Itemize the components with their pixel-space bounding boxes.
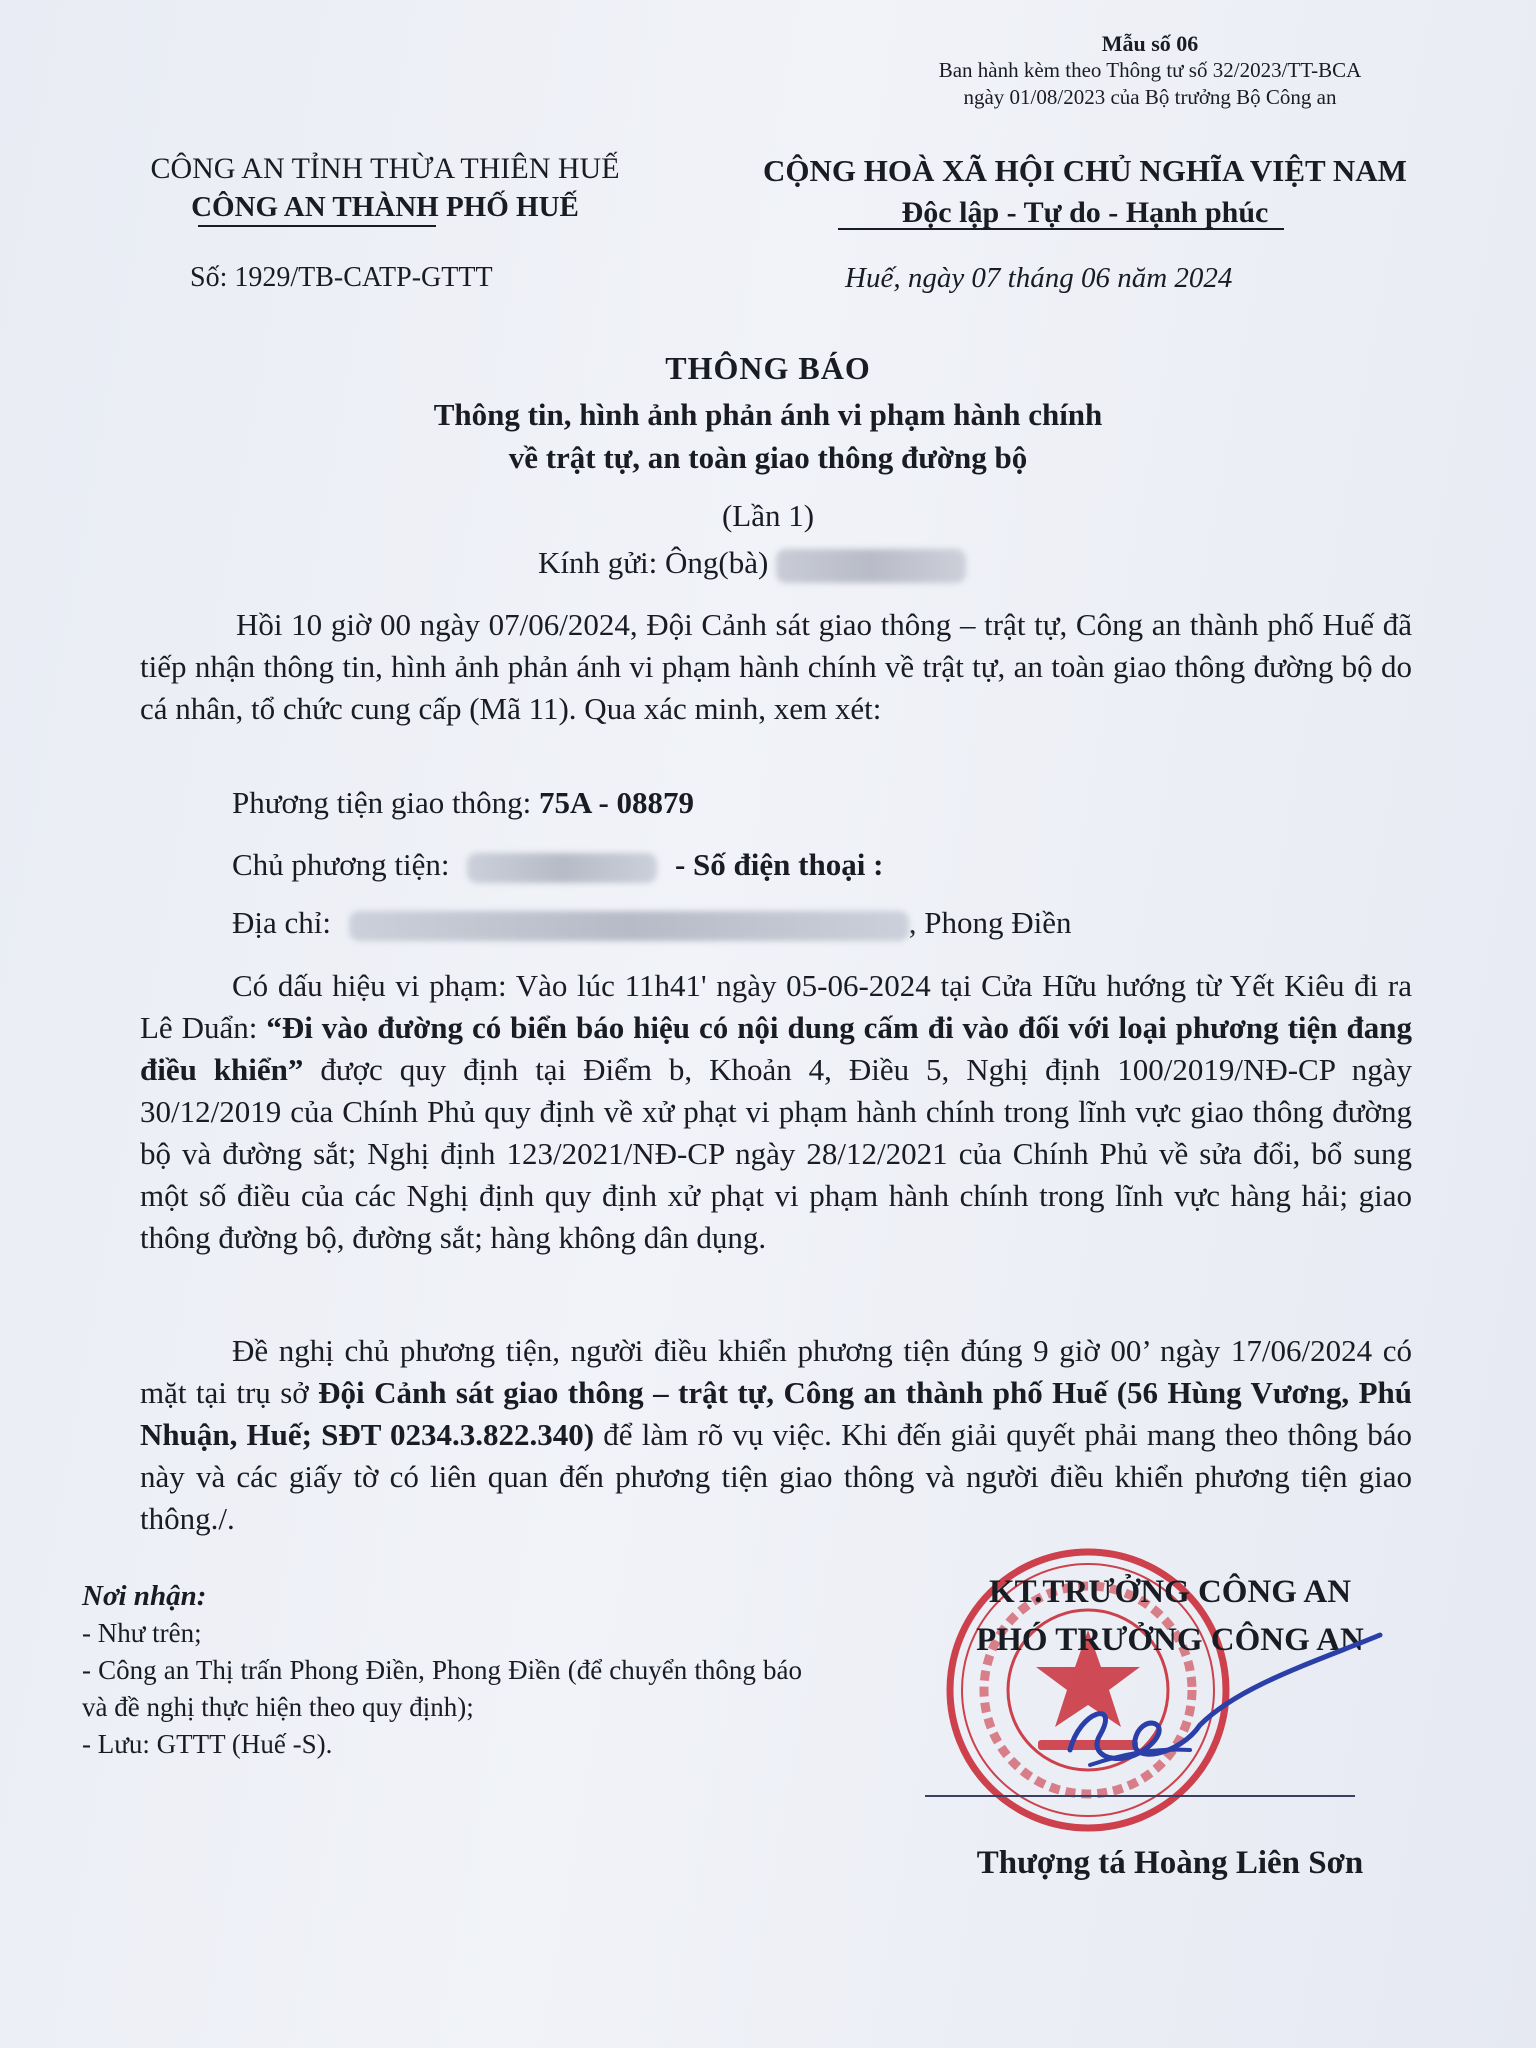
document-subtitle-1: Thông tin, hình ảnh phản ánh vi phạm hành chính: [433, 397, 1103, 432]
vehicle-line: [232, 785, 694, 821]
request-suffix: để làm rõ vụ việc. Khi đến giải quyết phải mang theo thông báo này và các giấy tờ có liên quan đến phương tiện giao thông và người điều khiển phương tiện giao thông./.: [140, 1417, 1412, 1536]
recipients-block: [82, 1578, 802, 1763]
request-location: Đội Cảnh sát giao thông – trật tự, Công an thành phố Huế (56 Hùng Vương, Phú Nhuận, Huế; SĐT 0234.3.822.340): [140, 1375, 1412, 1452]
form-code-line2: ngày 01/08/2023 của Bộ trưởng Bộ Công an: [963, 85, 1337, 109]
address-label: Địa chỉ:: [232, 905, 331, 940]
redacted-recipient-name: [776, 549, 966, 583]
form-code-line1: Ban hành kèm theo Thông tư số 32/2023/TT-BCA: [938, 58, 1362, 82]
recipients-heading: Nơi nhận:: [82, 1580, 207, 1612]
form-code-label: Mẫu số 06: [1101, 31, 1199, 56]
vehicle-plate: 75A - 08879: [539, 785, 695, 820]
recipient-item: - Lưu: GTTT (Huế -S).: [82, 1729, 333, 1759]
document-subtitle-2: về trật tự, an toàn giao thông đường bộ: [508, 440, 1028, 475]
org-underline: [198, 225, 436, 227]
vehicle-label: Phương tiện giao thông:: [232, 785, 540, 820]
signer-name: Thượng tá Hoàng Liên Sơn: [976, 1845, 1364, 1881]
issuing-organization: [80, 150, 690, 226]
violation-legal-basis: được quy định tại Điểm b, Khoản 4, Điều 5, Nghị định 100/2019/NĐ-CP ngày 30/12/2019 của Chính Phủ quy định về xử phạt vi phạm hành chính trong lĩnh vực giao thông đường bộ và đường sắt; Nghị định 123/2021/NĐ-CP ngày 28/12/2021 của Chính Phủ về sửa đổi, bổ sung một số điều của các Nghị định quy định xử phạt vi phạm hành chính trong lĩnh vực hàng hải; giao thông đường bộ, đường sắt; hàng không dân dụng.: [140, 1052, 1412, 1255]
owner-label: Chủ phương tiện:: [232, 847, 450, 882]
org-name: CÔNG AN THÀNH PHỐ HUẾ: [191, 191, 579, 223]
phone-label: - Số điện thoại :: [674, 847, 884, 882]
recipient-item: - Công an Thị trấn Phong Điền, Phong Điền (để chuyển thông báo và đề nghị thực hiện theo quy định);: [82, 1655, 802, 1722]
violation-paragraph: [140, 965, 1412, 1259]
org-parent: CÔNG AN TỈNH THỪA THIÊN HUẾ: [150, 152, 620, 185]
violation-description: “Đi vào đường có biển báo hiệu có nội dung cấm đi vào đối với loại phương tiện đang điều khiển”: [140, 1010, 1412, 1087]
signature-underline: [925, 1795, 1355, 1797]
request-paragraph: [140, 1330, 1412, 1540]
form-code-block: [870, 30, 1430, 111]
address-line: [232, 905, 1072, 941]
intro-paragraph: Hồi 10 giờ 00 ngày 07/06/2024, Đội Cảnh sát giao thông – trật tự, Công an thành phố Huế đã tiếp nhận thông tin, hình ảnh phản ánh vi phạm hành chính về trật tự, an toàn giao thông đường bộ do cá nhân, tổ chức cung cấp (Mã 11). Qua xác minh, xem xét:: [140, 607, 1412, 726]
redacted-owner-name: [467, 853, 657, 883]
document-number: Số: 1929/TB-CATP-GTTT: [190, 262, 493, 293]
redacted-address: [349, 911, 909, 941]
document-title: THÔNG BÁO: [665, 350, 871, 386]
recipient-label: Kính gửi: Ông(bà): [538, 545, 769, 580]
national-motto: Độc lập - Tự do - Hạnh phúc: [901, 196, 1269, 229]
recipient-item: - Như trên;: [82, 1618, 202, 1648]
signature-title-line1: KT.TRƯỞNG CÔNG AN: [988, 1574, 1352, 1610]
violation-prefix: Có dấu hiệu vi phạm: Vào lúc 11h41' ngày 05-06-2024 tại Cửa Hữu hướng từ Yết Kiêu đi ra Lê Duẩn:: [140, 968, 1412, 1045]
handwritten-signature: [1060, 1630, 1390, 1790]
motto-underline: [838, 228, 1284, 230]
national-header: [690, 150, 1480, 234]
notice-round: (Lần 1): [721, 498, 815, 533]
owner-line: [232, 847, 883, 883]
signature-title-line2: PHÓ TRƯỞNG CÔNG AN: [976, 1622, 1364, 1658]
request-prefix: Đề nghị chủ phương tiện, người điều khiển phương tiện đúng 9 giờ 00’ ngày 17/06/2024 có mặt tại trụ sở: [140, 1333, 1412, 1410]
address-suffix: , Phong Điền: [908, 905, 1072, 940]
place-date: Huế, ngày 07 tháng 06 năm 2024: [845, 262, 1233, 294]
nation-name: CỘNG HOÀ XÃ HỘI CHỦ NGHĨA VIỆT NAM: [763, 153, 1407, 188]
recipient-line: [538, 545, 966, 583]
